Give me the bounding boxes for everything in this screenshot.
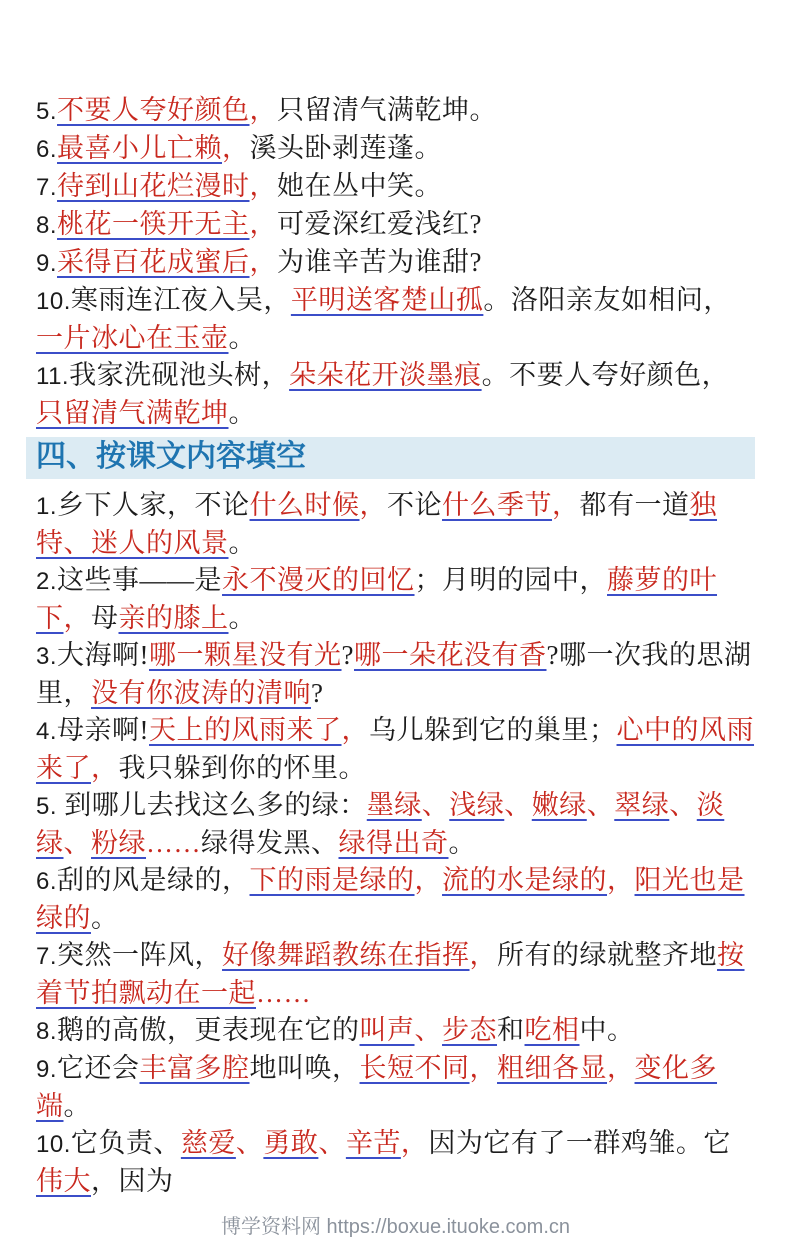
text-segment: 、	[586, 790, 615, 820]
blank-answer: 待到山花烂漫时	[57, 171, 250, 201]
blank-answer: 亲的膝上	[118, 603, 229, 633]
blank-answer: 绿得出奇	[338, 828, 449, 858]
blank-answer: 独特、迷人的风景	[36, 490, 718, 558]
blank-answer: 天上的风雨来了	[149, 715, 342, 745]
blank-answer: 不要人夸好颜色	[57, 95, 250, 125]
text-segment: 为谁辛苦为谁甜?	[277, 247, 482, 277]
text-segment: 溪头卧剥莲蓬。	[249, 133, 443, 163]
exercise-item	[36, 130, 755, 168]
item-number: 4.	[36, 718, 58, 745]
text-segment: ，	[249, 95, 278, 125]
item-number: 5.	[36, 793, 58, 820]
blank-answer: 长短不同	[359, 1053, 470, 1083]
text-segment: 母	[91, 603, 119, 633]
exercise-item	[36, 637, 755, 712]
text-segment: 这些事——是	[57, 565, 223, 595]
exercise-item	[36, 487, 755, 562]
text-segment: ，	[469, 940, 498, 970]
blank-answer: 步态	[442, 1015, 498, 1045]
blank-answer: 只留清气满乾坤	[36, 398, 229, 428]
blank-answer: 变化多端	[36, 1053, 718, 1121]
exercise-item	[36, 937, 755, 1012]
section-title: 四、按课文内容填空	[26, 437, 755, 479]
text-segment: 寒雨连江夜入吴，	[70, 285, 291, 315]
text-segment: ，	[414, 865, 443, 895]
text-segment: 。	[91, 903, 119, 933]
blank-answer: 采得百花成蜜后	[57, 247, 250, 277]
item-number: 7.	[36, 174, 58, 201]
text-segment: 。不要人夸好颜色，	[481, 360, 730, 390]
exercise-item	[36, 244, 755, 282]
text-segment: 、	[669, 790, 697, 820]
blank-answer: 墨绿	[366, 790, 422, 820]
item-number: 10.	[36, 288, 71, 315]
text-segment: 刮的风是绿的，	[57, 865, 250, 895]
blank-answer: 叫声	[359, 1015, 415, 1045]
exercise-item	[36, 282, 755, 357]
item-number: 11.	[36, 363, 70, 390]
text-segment: ……	[146, 828, 201, 858]
item-number: 7.	[36, 943, 58, 970]
blank-answer: 哪一朵花没有香	[354, 640, 547, 670]
item-number: 8.	[36, 212, 58, 239]
text-segment: ?哪一次我的思湖里，	[36, 640, 752, 708]
text-segment: 鹅的高傲，更表现在它的	[57, 1015, 360, 1045]
text-segment: 和	[497, 1015, 525, 1045]
blank-answer: 流的水是绿的	[442, 865, 608, 895]
text-segment: 因为它有了一群鸡雏。它	[428, 1128, 731, 1158]
item-number: 2.	[36, 568, 58, 595]
text-segment: ，	[341, 715, 370, 745]
text-segment: ?	[341, 640, 354, 670]
item-number: 6.	[36, 136, 58, 163]
blank-answer: 藤萝的叶下	[36, 565, 718, 633]
item-number: 9.	[36, 1056, 58, 1083]
item-number: 5.	[36, 98, 58, 125]
text-segment: ，	[63, 603, 91, 633]
text-segment: 可爱深红爱浅红?	[277, 209, 482, 239]
text-segment: 。	[448, 828, 476, 858]
item-number: 3.	[36, 643, 58, 670]
poetry-completion-list	[36, 92, 755, 432]
text-segment: 母亲啊!	[57, 715, 150, 745]
text-segment: 所有的绿就整齐地	[497, 940, 718, 970]
blank-answer: 阳光也是绿的	[36, 865, 745, 933]
text-segment: ，	[91, 753, 119, 783]
text-segment: 。洛阳亲友如相问，	[483, 285, 731, 315]
text-segment: 我家洗砚池头树，	[69, 360, 290, 390]
blank-answer: 按着节拍飘动在一起	[36, 940, 745, 1008]
item-number: 9.	[36, 250, 58, 277]
text-segment: 地叫唤，	[249, 1053, 360, 1083]
text-segment: 乌儿躲到它的巢里；	[369, 715, 617, 745]
item-number: 10.	[36, 1131, 71, 1158]
blank-answer: 嫩绿	[531, 790, 587, 820]
text-segment: 大海啊!	[57, 640, 150, 670]
blank-answer: 好像舞蹈教练在指挥	[222, 940, 470, 970]
blank-answer: 浅绿	[449, 790, 505, 820]
text-segment: 乡下人家，不论	[57, 490, 250, 520]
exercise-item	[36, 206, 755, 244]
text-segment: 、	[414, 1015, 443, 1045]
exercise-item	[36, 168, 755, 206]
exercise-item	[36, 712, 755, 787]
text-segment: 不论	[387, 490, 443, 520]
blank-answer: 永不漫灭的回忆	[222, 565, 415, 595]
blank-answer: 朵朵花开淡墨痕	[289, 360, 482, 390]
blank-answer: 平明送客楚山孤	[290, 285, 484, 315]
text-segment: ，因为	[91, 1166, 174, 1196]
text-segment: 绿得发黑、	[201, 828, 339, 858]
blank-answer: 翠绿	[614, 790, 670, 820]
exercise-item	[36, 357, 755, 432]
blank-answer: 伟大	[36, 1166, 91, 1196]
text-segment: ，	[400, 1128, 429, 1158]
blank-answer: 吃相	[524, 1015, 580, 1045]
blank-answer: 淡绿	[36, 790, 725, 858]
text-segment: 突然一阵风，	[57, 940, 223, 970]
blank-answer: 桃花一筷开无主	[57, 209, 250, 239]
item-number: 1.	[36, 493, 58, 520]
text-segment: 它还会	[57, 1053, 140, 1083]
text-segment: 只留清气满乾坤。	[277, 95, 498, 125]
blank-answer: 粉绿	[91, 828, 146, 858]
text-segment: ……	[256, 978, 311, 1008]
blank-answer: 粗细各显	[497, 1053, 608, 1083]
text-segment: 、	[63, 828, 91, 858]
exercise-item	[36, 862, 755, 937]
text-segment: ，	[607, 865, 635, 895]
exercise-item	[36, 562, 755, 637]
text-segment: 。	[228, 323, 256, 353]
exercise-item	[36, 1050, 755, 1125]
text-segment: 都有一道	[579, 490, 690, 520]
exercise-item	[36, 1012, 755, 1050]
footer-site-url: 博学资料网 https://boxue.ituoke.com.cn	[220, 1216, 571, 1238]
text-segment: ，	[607, 1053, 635, 1083]
blank-answer: 什么季节	[442, 490, 553, 520]
text-segment: 、	[504, 790, 532, 820]
blank-answer: 勇敢	[263, 1128, 319, 1158]
text-segment: ，	[359, 490, 388, 520]
blank-answer: 什么时候	[249, 490, 360, 520]
blank-answer: 丰富多腔	[139, 1053, 250, 1083]
blank-answer: 辛苦	[345, 1128, 401, 1158]
text-segment: ，	[249, 209, 278, 239]
blank-answer: 心中的风雨来了	[36, 715, 755, 783]
item-number: 6.	[36, 868, 58, 895]
text-segment: 我只躲到你的怀里。	[118, 753, 366, 783]
blank-answer: 最喜小儿亡赖	[57, 133, 223, 163]
blank-answer: 一片冰心在玉壶	[36, 323, 229, 353]
text-segment: ?	[311, 678, 324, 708]
exercise-item	[36, 1125, 755, 1200]
text-segment: ，	[249, 171, 278, 201]
text-segment: ；月明的园中，	[414, 565, 608, 595]
text-segment: 她在丛中笑。	[277, 171, 443, 201]
blank-answer: 没有你波涛的清响	[91, 678, 311, 708]
exercise-item	[36, 92, 755, 130]
text-segment: ，	[249, 247, 278, 277]
text-segment: 。	[228, 603, 256, 633]
exercise-item	[36, 787, 755, 862]
blank-answer: 下的雨是绿的	[249, 865, 415, 895]
blank-answer: 哪一颗星没有光	[149, 640, 342, 670]
text-segment: 。	[228, 398, 256, 428]
text-segment: 。	[228, 528, 256, 558]
text-segment: 中。	[579, 1015, 635, 1045]
blank-answer: 慈爱	[180, 1128, 236, 1158]
text-segment: ，	[222, 133, 250, 163]
text-segment: 。	[63, 1091, 91, 1121]
text-segment: ，	[552, 490, 580, 520]
text-segment: 、	[318, 1128, 346, 1158]
text-segment: 它负责、	[70, 1128, 181, 1158]
text-segment: 、	[235, 1128, 264, 1158]
fill-in-blank-list	[36, 487, 755, 1200]
text-segment: 、	[421, 790, 450, 820]
text-segment: ，	[469, 1053, 498, 1083]
item-number: 8.	[36, 1018, 58, 1045]
text-segment: 到哪儿去找这么多的绿：	[57, 790, 367, 820]
